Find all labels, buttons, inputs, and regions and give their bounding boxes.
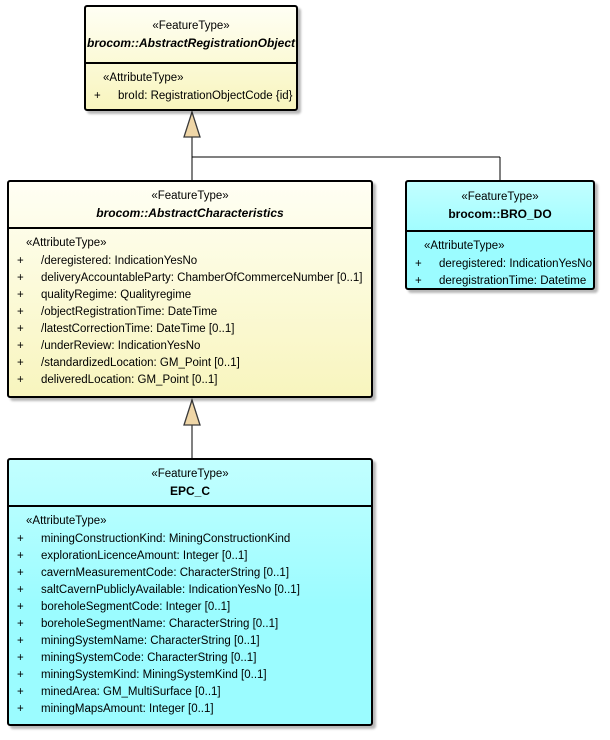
- attribute-text: /deregistered: IndicationYesNo: [41, 255, 198, 267]
- visibility-label: +: [17, 340, 24, 352]
- visibility-label: +: [17, 357, 24, 369]
- attribute-text: broId: RegistrationObjectCode {id}: [118, 90, 293, 102]
- visibility-label: +: [17, 272, 24, 284]
- visibility-label: +: [17, 601, 24, 613]
- generalization-arrow-icon: [184, 112, 200, 137]
- attribute-text: boreholeSegmentName: CharacterString [0..1]: [41, 618, 279, 630]
- attribute-list: [413, 256, 593, 288]
- attribute-text: minedArea: GM_MultiSurface [0..1]: [41, 686, 221, 698]
- visibility-label: +: [17, 635, 24, 647]
- attribute-text: qualityRegime: Qualityregime: [41, 289, 192, 301]
- visibility-label: +: [17, 669, 24, 681]
- attribute-text: miningSystemName: CharacterString [0..1]: [41, 635, 260, 647]
- class-box-abstract-characteristics[interactable]: [7, 180, 373, 398]
- attribute-row: [15, 548, 367, 565]
- attribute-row: [92, 88, 292, 105]
- visibility-label: +: [17, 533, 24, 545]
- attribute-row: [15, 372, 367, 389]
- attribute-list: [15, 253, 367, 389]
- visibility-label: +: [17, 703, 24, 715]
- attribute-text: miningSystemKind: MiningSystemKind [0..1]: [41, 669, 267, 681]
- visibility-label: +: [94, 90, 101, 102]
- attribute-text: /standardizedLocation: GM_Point [0..1]: [41, 357, 240, 369]
- attribute-text: cavernMeasurementCode: CharacterString [0..1]: [41, 567, 290, 579]
- attribute-row: [15, 287, 367, 304]
- attribute-list: [15, 531, 367, 718]
- attribute-row: [15, 667, 367, 684]
- visibility-label: +: [415, 275, 422, 287]
- generalization-connector-to-abstract-characteristics: [184, 400, 200, 458]
- attribute-text: explorationLicenceAmount: Integer [0..1]: [41, 550, 248, 562]
- attribute-text: deregistered: IndicationYesNo: [439, 258, 593, 270]
- generalization-arrow-icon: [184, 400, 200, 425]
- attribute-text: deliveredLocation: GM_Point [0..1]: [41, 374, 218, 386]
- attribute-row: [15, 253, 367, 270]
- class-name: EPC_C: [169, 483, 210, 498]
- attribute-list: [92, 88, 292, 105]
- attribute-text: miningMapsAmount: Integer [0..1]: [41, 703, 214, 715]
- class-name: brocom::BRO_DO: [448, 207, 552, 221]
- attribute-row: [15, 650, 367, 667]
- attribute-row: [15, 616, 367, 633]
- attribute-text: /underReview: IndicationYesNo: [41, 340, 201, 352]
- attribute-text: deregistrationTime: Datetime: [439, 275, 587, 287]
- class-box-epc-c[interactable]: [7, 458, 373, 726]
- visibility-label: +: [17, 323, 24, 335]
- attribute-row: [413, 273, 589, 288]
- visibility-label: +: [17, 306, 24, 318]
- class-header: [86, 7, 296, 64]
- class-stereotype: «FeatureType»: [151, 467, 229, 480]
- class-stereotype: «FeatureType»: [461, 191, 539, 203]
- visibility-label: +: [17, 567, 24, 579]
- visibility-label: +: [17, 652, 24, 664]
- attribute-stereotype: «AttributeType»: [424, 240, 505, 252]
- attribute-stereotype: «AttributeType»: [103, 72, 184, 84]
- attribute-compartment: [407, 232, 593, 288]
- class-stereotype: «FeatureType»: [152, 19, 230, 32]
- visibility-label: +: [17, 550, 24, 562]
- attribute-row: [15, 304, 367, 321]
- class-header: [9, 460, 371, 507]
- visibility-label: +: [17, 584, 24, 596]
- attribute-row: [15, 565, 367, 582]
- attribute-row: [15, 633, 367, 650]
- attribute-row: [15, 701, 367, 718]
- attribute-row: [15, 321, 367, 338]
- visibility-label: +: [17, 255, 24, 267]
- attribute-text: /objectRegistrationTime: DateTime: [41, 306, 218, 318]
- class-header: [407, 182, 593, 232]
- attribute-text: /latestCorrectionTime: DateTime [0..1]: [41, 323, 235, 335]
- attribute-compartment: [9, 507, 371, 724]
- visibility-label: +: [415, 258, 422, 270]
- attribute-text: deliveryAccountableParty: ChamberOfCommerceNumber [0..1]: [41, 272, 363, 284]
- attribute-text: miningConstructionKind: MiningConstructionKind: [41, 533, 291, 545]
- visibility-label: +: [17, 618, 24, 630]
- class-box-bro-do[interactable]: [405, 180, 595, 290]
- attribute-row: [15, 684, 367, 701]
- attribute-text: saltCavernPubliclyAvailable: IndicationYesNo [0..1]: [41, 584, 300, 596]
- visibility-label: +: [17, 686, 24, 698]
- class-box-abstract-registration-object[interactable]: [84, 5, 298, 111]
- attribute-text: boreholeSegmentCode: Integer [0..1]: [41, 601, 231, 613]
- attribute-row: [15, 582, 367, 599]
- attribute-compartment: [86, 64, 296, 109]
- generalization-connector-to-abstract-registration-object: [184, 112, 500, 180]
- class-header: [9, 182, 371, 229]
- attribute-row: [15, 270, 367, 287]
- visibility-label: +: [17, 289, 24, 301]
- attribute-row: [15, 355, 367, 372]
- class-name: brocom::AbstractCharacteristics: [96, 205, 284, 220]
- attribute-text: miningSystemCode: CharacterString [0..1]: [41, 652, 257, 664]
- attribute-stereotype: «AttributeType»: [26, 515, 107, 527]
- attribute-row: [15, 338, 367, 355]
- attribute-row: [413, 256, 593, 273]
- attribute-compartment: [9, 229, 371, 396]
- class-name: brocom::AbstractRegistrationObject: [86, 35, 296, 50]
- visibility-label: +: [17, 374, 24, 386]
- attribute-row: [15, 531, 367, 548]
- attribute-stereotype: «AttributeType»: [26, 237, 107, 249]
- class-stereotype: «FeatureType»: [151, 189, 229, 202]
- attribute-row: [15, 599, 367, 616]
